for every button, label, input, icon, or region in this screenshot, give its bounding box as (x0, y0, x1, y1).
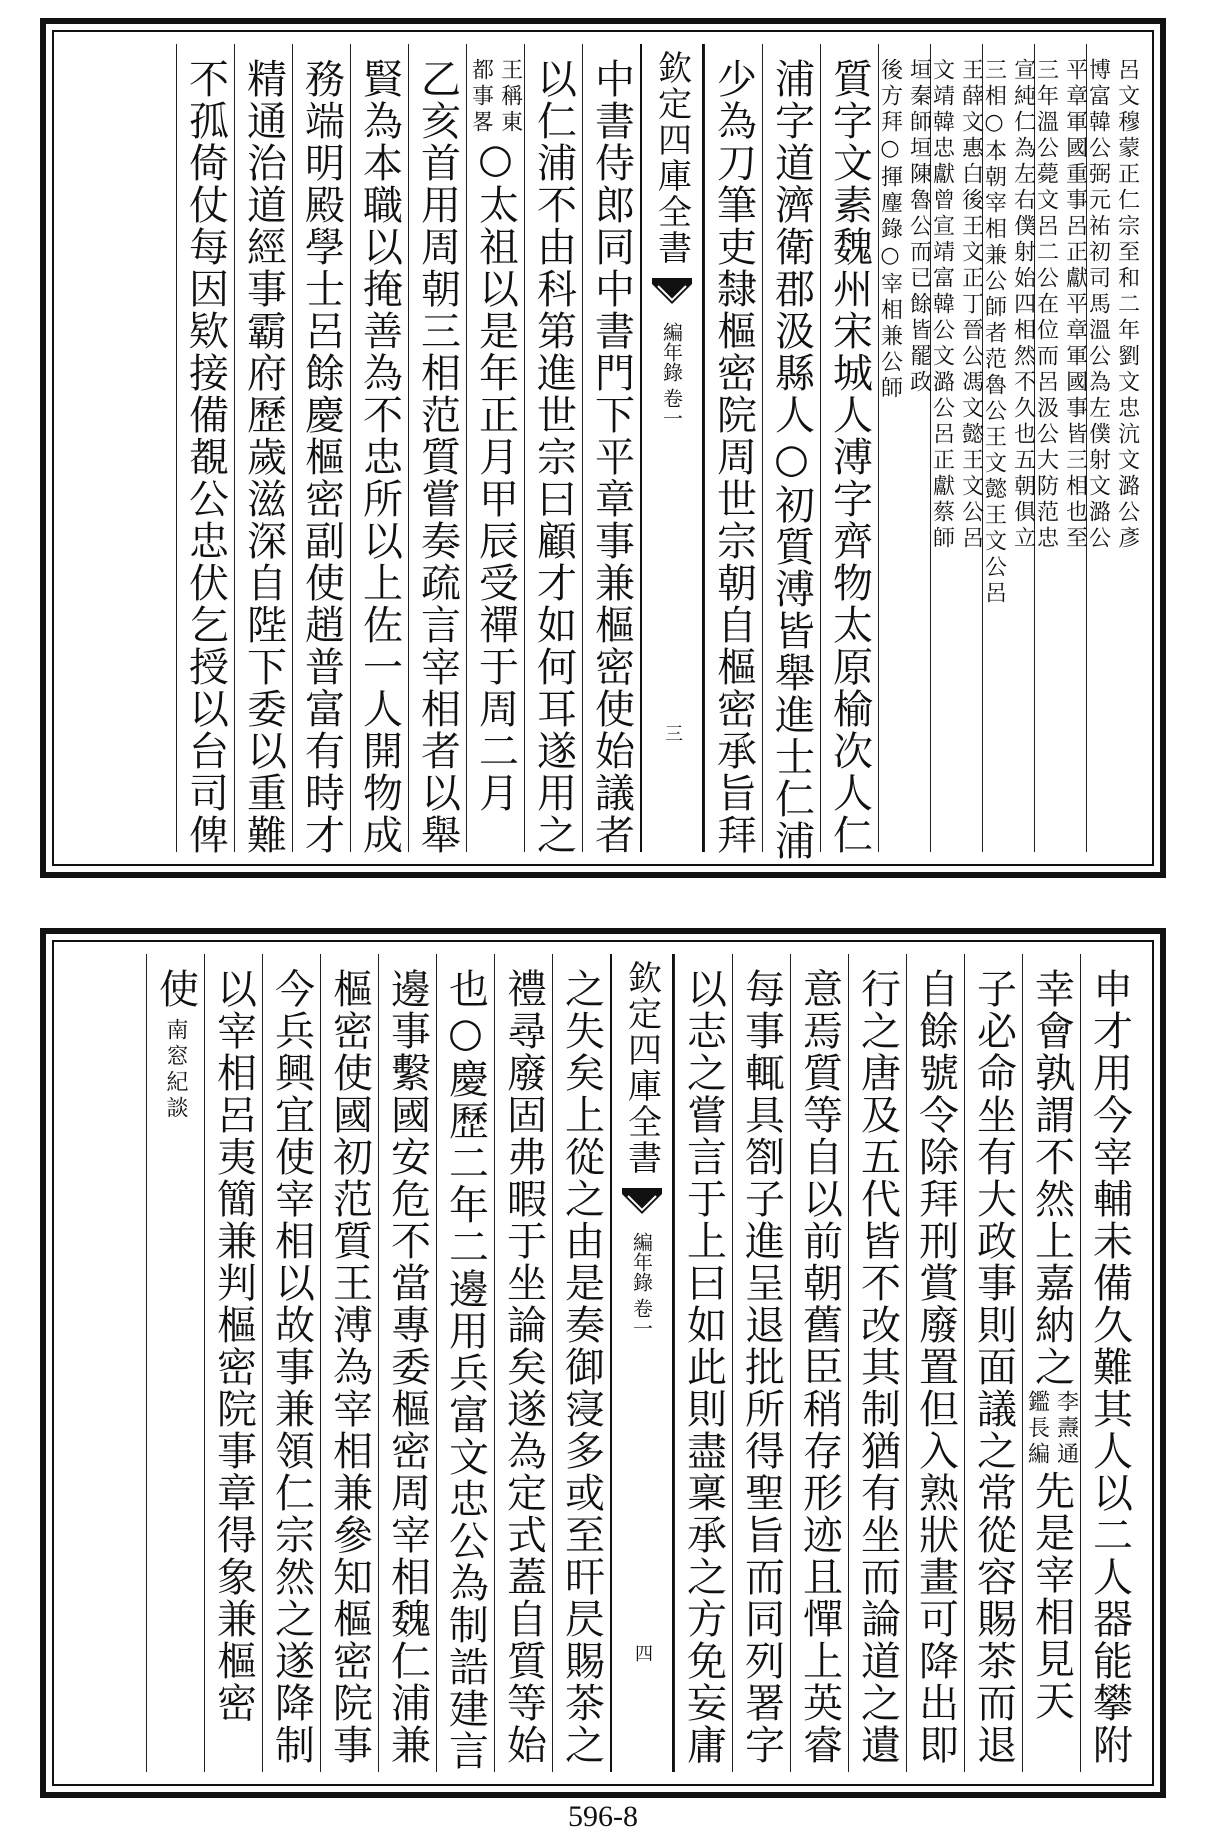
text-line: 以宰相呂夷簡兼判樞密院事章得象兼樞密 (210, 968, 257, 1724)
text-line: ○太祖以是年正月甲辰受禪于周二月 (472, 136, 519, 814)
text-line: 樞密使國初范質王溥為宰相兼參知樞密院事 (326, 968, 373, 1766)
note-line: 鑑長編 (1024, 1390, 1050, 1468)
mixed-column (146, 954, 204, 1772)
book-title: 欽定四庫全書 (621, 960, 662, 1176)
note-line: 平章軍國重事呂正獻平章軍國事皆三相也至 (1062, 58, 1088, 552)
book-title: 欽定四庫全書 (651, 50, 692, 266)
text-line: 以志之嘗言于上曰如此則盡稟承之方免妄庸 (680, 968, 727, 1766)
text-column (204, 954, 262, 1772)
mixed-column (466, 44, 524, 852)
text-column (262, 954, 320, 1772)
text-line: 也○慶歷二年二邊用兵富文忠公為制誥建言 (442, 968, 489, 1772)
text-column (292, 44, 350, 856)
page-number: 三 (662, 724, 683, 742)
note-line: 後方拜○揮麈錄○宰相兼公師 (877, 58, 903, 402)
text-line: 以仁浦不由科第進世宗曰顧才如何耳遂用之 (530, 58, 577, 856)
text-column (408, 44, 466, 856)
text-line: 精通治道經事霸府歷歲滋深自陛下委以重難 (240, 58, 287, 856)
text-column (848, 954, 906, 1772)
text-column (234, 44, 292, 856)
note-line: 都事畧 (468, 58, 494, 136)
text-line: 質字文素魏州宋城人溥字齊物太原榆次人仁 (826, 58, 873, 856)
note-line: 文靖韓忠獻曾宣靖富韓公文潞公呂正獻蔡師 (929, 58, 955, 552)
text-line: 每事輒具劄子進呈退批所得聖旨而同列署字 (738, 968, 785, 1766)
text-line: 申才用今宰輔未備久難其人以二人器能攀附 (1086, 968, 1133, 1766)
text-line: 之失矣上從之由是奏御寖多或至旰昃賜茶之 (558, 968, 605, 1766)
text-column (176, 44, 234, 856)
text-line: 乙亥首用周朝三相范質嘗奏疏言宰相者以舉 (414, 58, 461, 856)
text-line: 務端明殿學士呂餘慶樞密副使趙普富有時才 (298, 58, 345, 856)
text-line: 邊事繫國安危不當專委樞密周宰相魏仁浦兼 (384, 968, 431, 1766)
text-column (674, 954, 732, 1772)
text-column (378, 954, 436, 1772)
text-line: 今兵興宜使宰相以故事兼領仁宗然之遂降制 (268, 968, 315, 1766)
text-column (582, 44, 640, 856)
note-line: 南窓紀談 (163, 1018, 189, 1122)
fish-tail-ornament-icon (620, 1184, 664, 1218)
note-column (1034, 44, 1086, 852)
volume-label: 卷一 (659, 388, 684, 428)
bottom-page (0, 920, 1206, 1800)
note-line: 王稱東 (497, 58, 523, 136)
text-line: 禮尋廢固弗暇于坐論矣遂為定式蓋自質等始 (500, 968, 547, 1766)
mixed-column (1022, 954, 1080, 1772)
text-line: 行之唐及五代皆不改其制猶有坐而論道之遺 (854, 968, 901, 1766)
note-line: 呂文穆蒙正仁宗至和二年劉文忠沆文潞公彥 (1114, 58, 1140, 552)
text-column (494, 954, 552, 1772)
text-column (436, 954, 494, 1772)
section-title: 編年錄 (629, 1232, 654, 1292)
note-column (878, 44, 930, 852)
text-line: 幸會孰謂不然上嘉納之 (1028, 968, 1075, 1388)
note-line: 王薛文惠白後王文正丁晉公馮文懿王文公呂 (958, 58, 984, 552)
text-column (964, 954, 1022, 1772)
note-line: 垣秦師垣陳魯公而已餘皆罷政 (906, 58, 932, 396)
text-line: 賢為本職以掩善為不忠所以上佐一人開物成 (356, 58, 403, 856)
note-line: 三相○本朝宰相兼公師者范魯公王文懿王文公呂 (981, 58, 1007, 607)
text-column (552, 954, 610, 1772)
top-page (0, 0, 1206, 880)
text-line: 浦字道濟衛郡汲縣人○初質溥皆舉進士仁浦 (768, 58, 815, 862)
text-column (350, 44, 408, 856)
text-columns (68, 44, 1140, 862)
text-columns (68, 954, 1138, 1772)
page-code: 596-8 (568, 1800, 638, 1833)
text-line: 自餘號令除拜刑賞廢置但入熟狀畫可降出即 (912, 968, 959, 1766)
text-line: 使 (152, 968, 199, 1010)
note-line: 三年溫公薨文呂二公在位而呂汲公大防范忠 (1033, 58, 1059, 552)
page-frame (40, 18, 1166, 878)
note-column (930, 44, 982, 852)
note-column (982, 44, 1034, 852)
text-line: 先是宰相見天 (1028, 1470, 1075, 1722)
text-line: 不孤倚仗每因欵接備覩公忠伏乞授以台司俾 (182, 58, 229, 856)
text-column (790, 954, 848, 1772)
text-column (732, 954, 790, 1772)
note-line: 李燾通 (1053, 1390, 1079, 1468)
text-column (820, 44, 878, 856)
page-number: 四 (632, 1644, 653, 1662)
volume-label: 卷一 (629, 1298, 654, 1338)
text-line: 子必命坐有大政事則面議之常從容賜茶而退 (970, 968, 1017, 1766)
text-column (320, 954, 378, 1772)
note-line: 博富韓公弼元祐初司馬溫公為左僕射文潞公 (1085, 58, 1111, 552)
section-title: 編年錄 (659, 322, 684, 382)
page-frame (40, 928, 1166, 1798)
note-line: 宣純仁為左右僕射始四相然不久也五朝俱立 (1010, 58, 1036, 552)
text-line: 少為刀筆吏隸樞密院周世宗朝自樞密承旨拜 (710, 58, 757, 856)
text-column (762, 44, 820, 862)
text-column (906, 954, 964, 1772)
center-strip (610, 954, 674, 1772)
fish-tail-ornament-icon (650, 274, 694, 308)
text-column (1080, 954, 1138, 1772)
note-column (1086, 44, 1138, 852)
text-column (704, 44, 762, 856)
center-strip (640, 44, 704, 852)
text-line: 中書侍郎同中書門下平章事兼樞密使始議者 (588, 58, 635, 856)
text-line: 意焉質等自以前朝舊臣稍存形迹且憚上英睿 (796, 968, 843, 1766)
text-column (524, 44, 582, 856)
